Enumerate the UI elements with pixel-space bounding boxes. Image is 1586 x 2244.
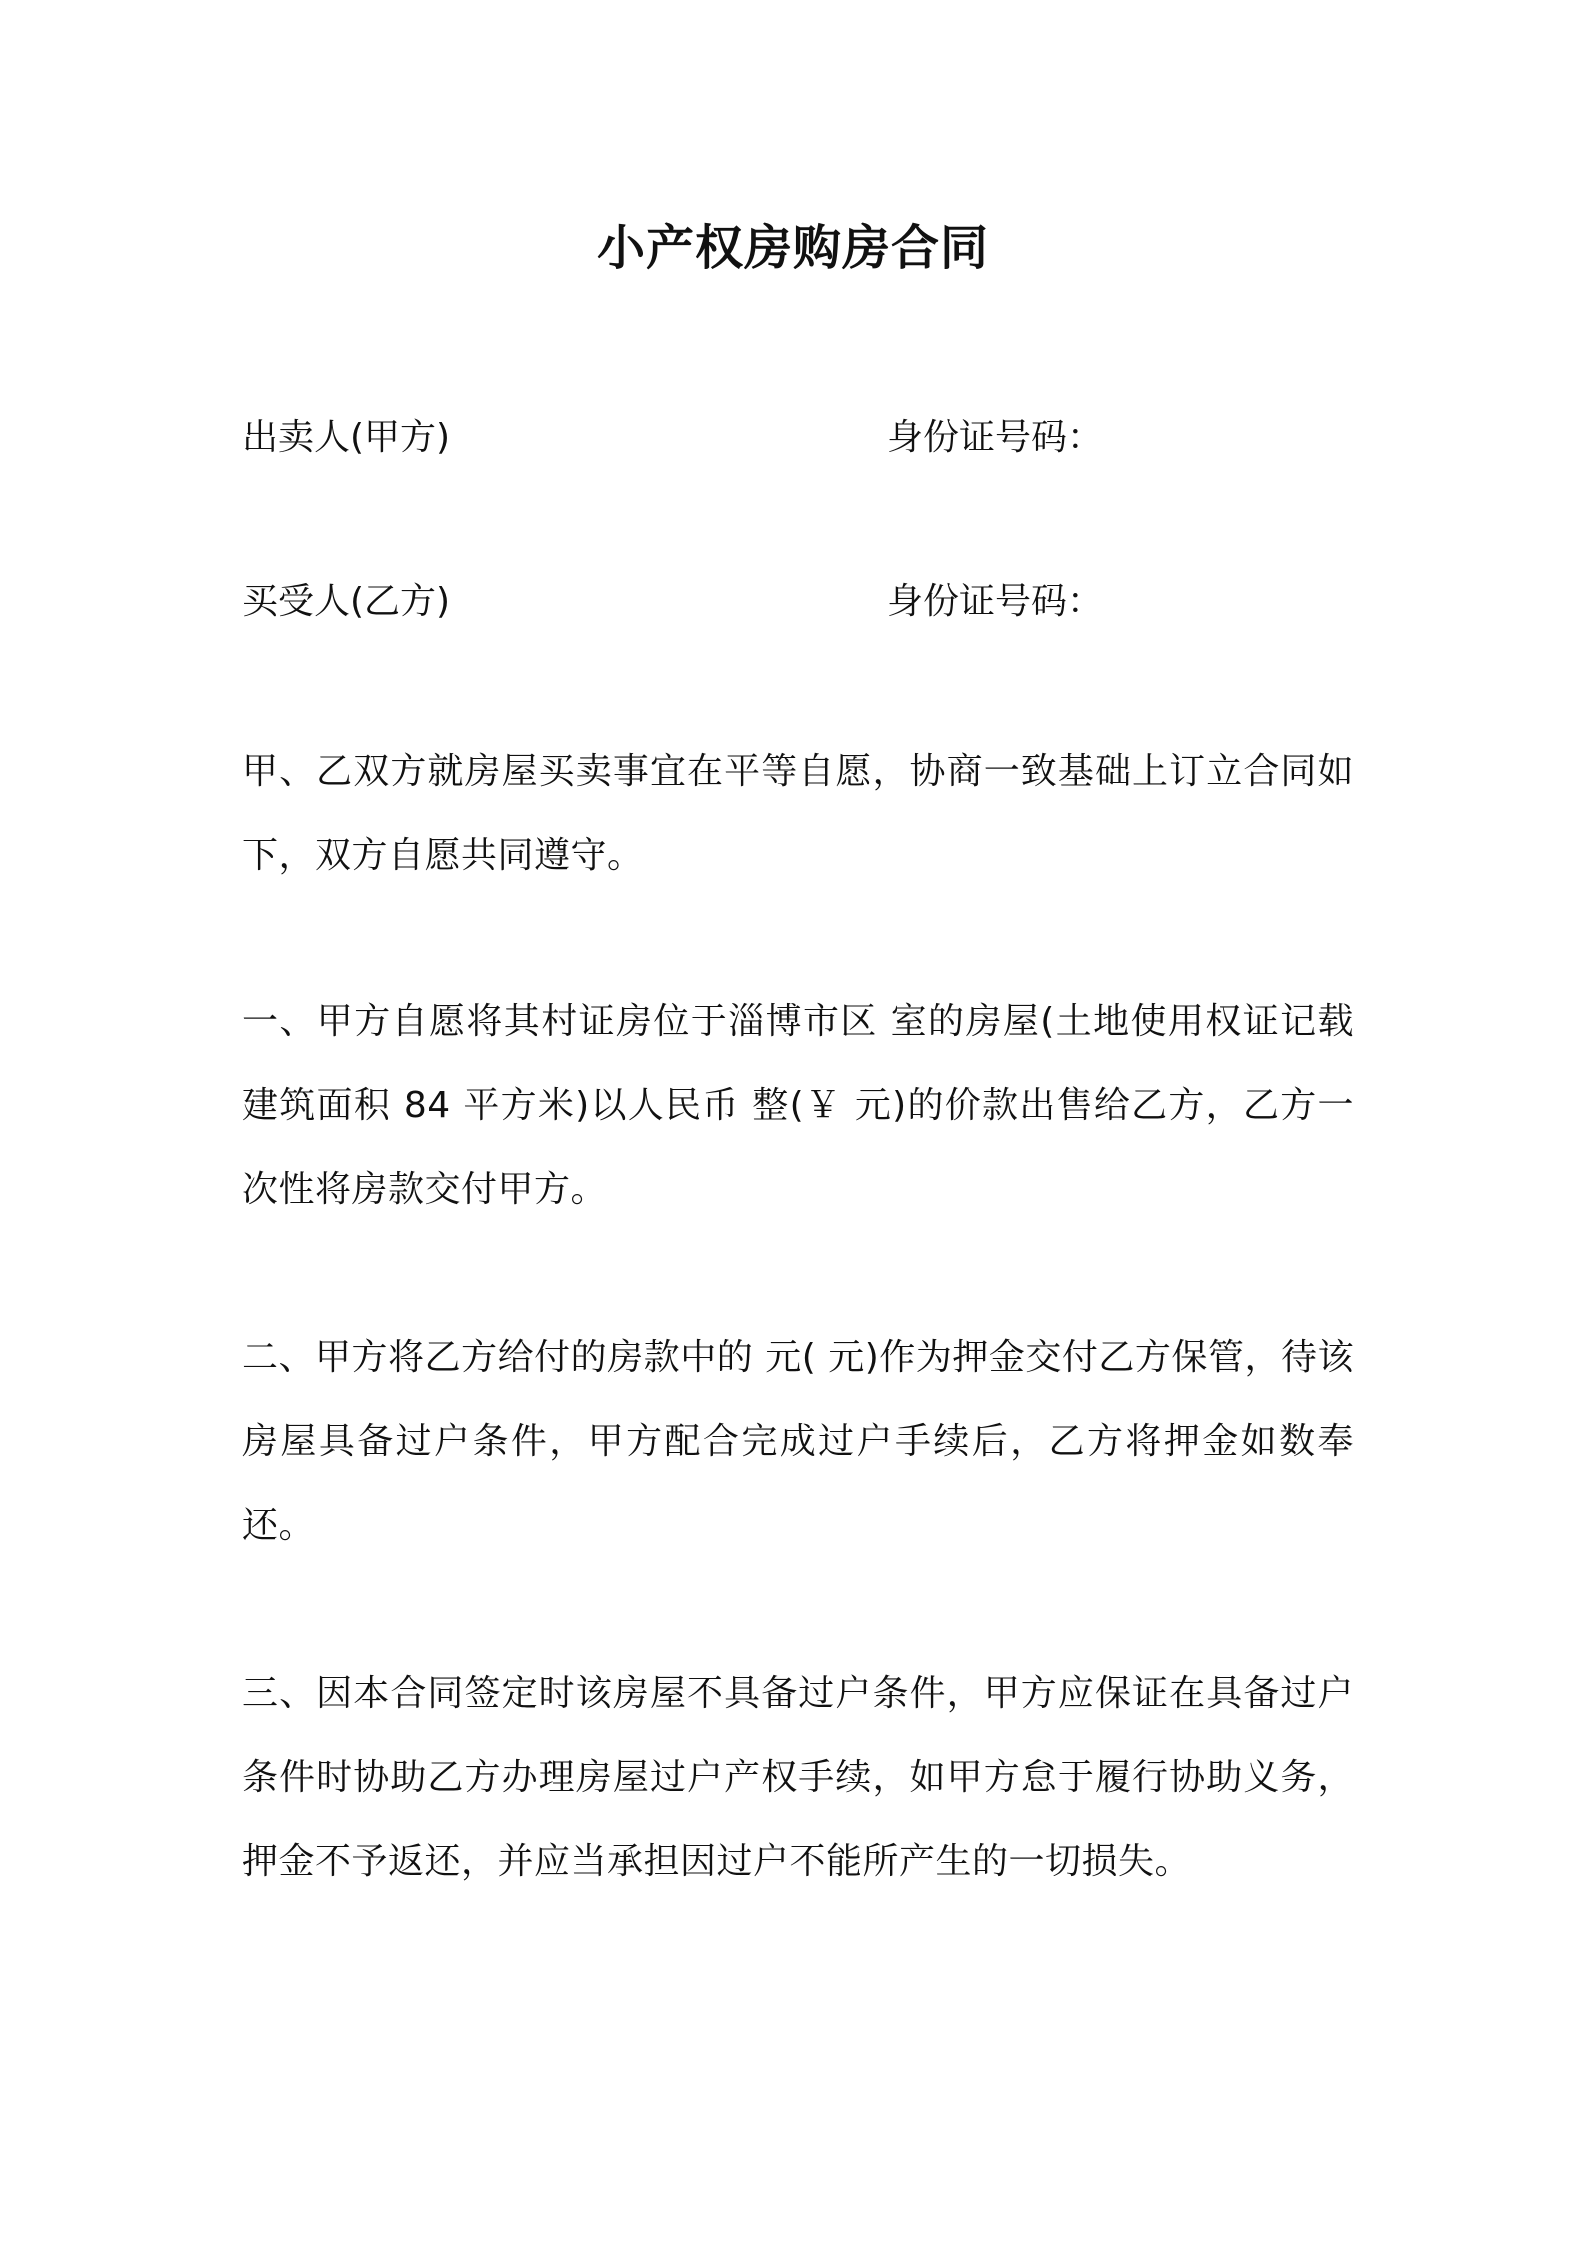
seller-label: 出卖人(甲方) [242, 417, 451, 458]
clause-1-paragraph: 一、甲方自愿将其村证房位于淄博市区 室的房屋(土地使用权证记载建筑面积 84 平方米)以人民币 整(￥ 元)的价款出售给乙方，乙方一次性将房款交付甲方。 [242, 1001, 1354, 1210]
intro-paragraph: 甲、乙双方就房屋买卖事宜在平等自愿，协商一致基础上订立合同如下，双方自愿共同遵守。 [242, 751, 1354, 876]
seller-row [242, 408, 1352, 468]
buyer-row [242, 572, 1352, 632]
document-title: 小产权房购房合同 [596, 220, 989, 276]
buyer-label: 买受人(乙方) [242, 581, 451, 622]
clause-2-paragraph: 二、甲方将乙方给付的房款中的 元( 元)作为押金交付乙方保管，待该房屋具备过户条件，甲方配合完成过户手续后，乙方将押金如数奉还。 [242, 1337, 1354, 1546]
seller-id-label: 身份证号码： [887, 417, 1104, 458]
clause-3-paragraph: 三、因本合同签定时该房屋不具备过户条件，甲方应保证在具备过户条件时协助乙方办理房屋过户产权手续，如甲方怠于履行协助义务，押金不予返还，并应当承担因过户不能所产生的一切损失。 [242, 1673, 1354, 1882]
buyer-id-label: 身份证号码： [887, 581, 1104, 622]
